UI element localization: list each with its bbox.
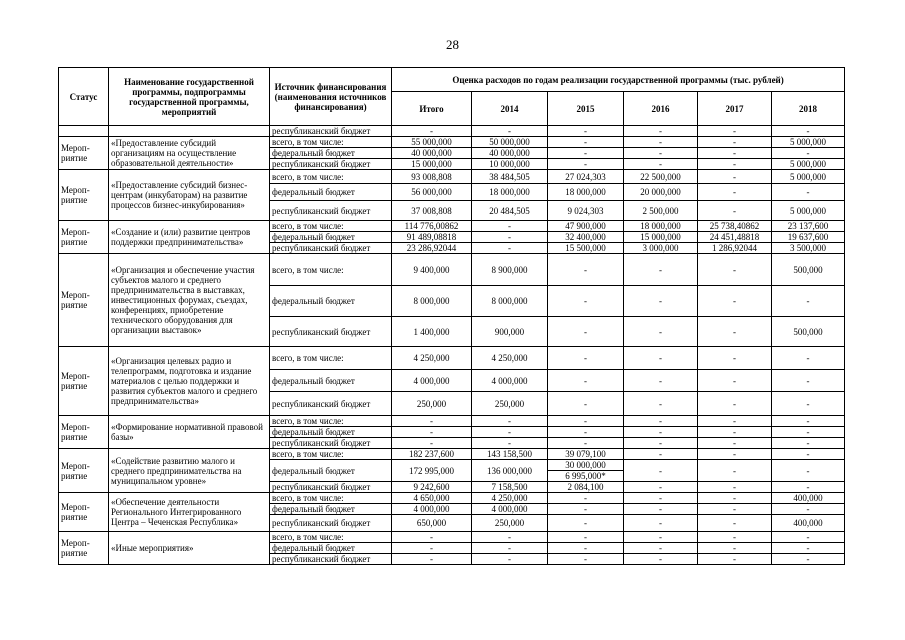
value-cell: - bbox=[772, 460, 845, 482]
value-cell: 19 637,600 bbox=[772, 232, 845, 243]
value-cell: - bbox=[548, 427, 624, 438]
value-cell: - bbox=[392, 416, 472, 427]
source-cell: федеральный бюджет bbox=[270, 232, 392, 243]
activity-name-cell: «Создание и (или) развитие центров поддержки предпринимательства» bbox=[109, 221, 270, 254]
source-cell: всего, в том числе: bbox=[270, 416, 392, 427]
value-cell: 8 900,000 bbox=[472, 254, 548, 286]
value-cell: - bbox=[698, 254, 772, 286]
value-cell: 250,000 bbox=[472, 515, 548, 532]
value-cell: - bbox=[698, 159, 772, 170]
value-cell: - bbox=[698, 170, 772, 184]
value-cell: 182 237,600 bbox=[392, 449, 472, 460]
value-cell: 40 000,000 bbox=[392, 148, 472, 159]
value-cell: - bbox=[472, 243, 548, 254]
value-cell: - bbox=[548, 532, 624, 543]
value-cell: - bbox=[698, 504, 772, 515]
value-cell: - bbox=[698, 532, 772, 543]
value-cell: - bbox=[624, 370, 698, 392]
value-cell: - bbox=[698, 317, 772, 347]
value-cell: - bbox=[772, 392, 845, 416]
status-cell: Мероп-риятие bbox=[59, 221, 109, 254]
value-cell: 250,000 bbox=[472, 392, 548, 416]
value-cell: - bbox=[698, 148, 772, 159]
value-cell: 37 008,808 bbox=[392, 201, 472, 221]
value-cell: - bbox=[548, 504, 624, 515]
value-cell: 50 000,000 bbox=[472, 137, 548, 148]
value-cell bbox=[548, 460, 624, 482]
source-cell: федеральный бюджет bbox=[270, 427, 392, 438]
value-cell: 15 500,000 bbox=[548, 243, 624, 254]
value-cell: - bbox=[772, 427, 845, 438]
status-cell: Мероп-риятие bbox=[59, 449, 109, 493]
source-cell: всего, в том числе: bbox=[270, 493, 392, 504]
value-cell: - bbox=[548, 438, 624, 449]
value-cell: - bbox=[698, 126, 772, 137]
value-cell: 5 000,000 bbox=[772, 137, 845, 148]
activity-name-cell: «Организация и обеспечение участия субъектов малого и среднего предпринимательства в выставках, инвестиционных форумах, съездах, конференциях, приобретение технического оборудования для организации выставок» bbox=[109, 254, 270, 347]
value-cell: - bbox=[772, 148, 845, 159]
value-cell: 23 286,92044 bbox=[392, 243, 472, 254]
value-cell: 1 400,000 bbox=[392, 317, 472, 347]
value-cell: 500,000 bbox=[772, 317, 845, 347]
table-row bbox=[59, 532, 845, 543]
value-cell: - bbox=[548, 416, 624, 427]
value-cell: - bbox=[548, 126, 624, 137]
value-cell: 24 451,48818 bbox=[698, 232, 772, 243]
value-cell: 55 000,000 bbox=[392, 137, 472, 148]
value-cell: - bbox=[772, 532, 845, 543]
source-cell: всего, в том числе: bbox=[270, 347, 392, 370]
activity-name-cell: «Предоставление субсидий организациям на осуществление образовательной деятельности» bbox=[109, 137, 270, 170]
value-cell: 650,000 bbox=[392, 515, 472, 532]
value-cell: - bbox=[772, 449, 845, 460]
value-cell: 9 024,303 bbox=[548, 201, 624, 221]
header-name: Наименование государственной программы, подпрограммы государственной программы, мероприятий bbox=[109, 68, 270, 126]
value-cell: - bbox=[548, 554, 624, 565]
value-cell: - bbox=[698, 427, 772, 438]
header-year: 2014 bbox=[472, 92, 548, 126]
value-cell: - bbox=[698, 515, 772, 532]
activity-name-cell: «Предоставление субсидий бизнес-центрам (инкубаторам) на развитие процессов бизнес-инкубирования» bbox=[109, 170, 270, 221]
source-cell: федеральный бюджет bbox=[270, 286, 392, 317]
header-estimate: Оценка расходов по годам реализации государственной программы (тыс. рублей) bbox=[392, 68, 845, 92]
table-row bbox=[59, 254, 845, 286]
status-cell: Мероп-риятие bbox=[59, 493, 109, 532]
value-cell: - bbox=[548, 254, 624, 286]
value-cell: - bbox=[624, 254, 698, 286]
value-cell: - bbox=[772, 416, 845, 427]
table-row bbox=[59, 137, 845, 148]
value-cell: - bbox=[472, 232, 548, 243]
value-cell: - bbox=[698, 201, 772, 221]
value-cell: - bbox=[472, 543, 548, 554]
value-cell: - bbox=[548, 515, 624, 532]
value-cell: - bbox=[392, 543, 472, 554]
value-cell: - bbox=[698, 286, 772, 317]
value-cell: - bbox=[772, 504, 845, 515]
value-cell: - bbox=[548, 286, 624, 317]
table-row bbox=[59, 493, 845, 504]
value-cell: 250,000 bbox=[392, 392, 472, 416]
table-row bbox=[59, 170, 845, 184]
value-cell: 4 250,000 bbox=[392, 347, 472, 370]
source-cell: республиканский бюджет bbox=[270, 392, 392, 416]
value-cell: - bbox=[548, 159, 624, 170]
status-cell: Мероп-риятие bbox=[59, 254, 109, 347]
value-cell: - bbox=[772, 554, 845, 565]
value-cell: 114 776,00862 bbox=[392, 221, 472, 232]
value-cell: 38 484,505 bbox=[472, 170, 548, 184]
value-cell: 40 000,000 bbox=[472, 148, 548, 159]
value-cell: 9 242,600 bbox=[392, 482, 472, 493]
value-cell: - bbox=[698, 460, 772, 482]
value-cell: - bbox=[698, 554, 772, 565]
budget-table bbox=[58, 67, 845, 565]
value-cell: - bbox=[548, 148, 624, 159]
value-cell: - bbox=[624, 416, 698, 427]
value-cell: - bbox=[772, 438, 845, 449]
source-cell: республиканский бюджет bbox=[270, 554, 392, 565]
value-cell: 3 500,000 bbox=[772, 243, 845, 254]
header-year: 2016 bbox=[624, 92, 698, 126]
source-cell: федеральный бюджет bbox=[270, 460, 392, 482]
value-cell: - bbox=[624, 159, 698, 170]
carry-over-row bbox=[59, 126, 845, 137]
value-cell: - bbox=[698, 482, 772, 493]
source-cell: республиканский бюджет bbox=[270, 126, 392, 137]
value-cell: 9 400,000 bbox=[392, 254, 472, 286]
source-cell: всего, в том числе: bbox=[270, 532, 392, 543]
value-cell: - bbox=[772, 126, 845, 137]
value-cell: 143 158,500 bbox=[472, 449, 548, 460]
header-status: Статус bbox=[59, 68, 109, 126]
source-cell: республиканский бюджет bbox=[270, 482, 392, 493]
value-cell: - bbox=[392, 554, 472, 565]
value-cell: - bbox=[624, 148, 698, 159]
status-cell: Мероп-риятие bbox=[59, 347, 109, 416]
value-cell: - bbox=[548, 317, 624, 347]
value-cell: - bbox=[472, 221, 548, 232]
value-cell: - bbox=[392, 438, 472, 449]
value-cell: 1 286,92044 bbox=[698, 243, 772, 254]
value-cell: 5 000,000 bbox=[772, 201, 845, 221]
value-cell: - bbox=[698, 543, 772, 554]
value-cell: 2 084,100 bbox=[548, 482, 624, 493]
source-cell: республиканский бюджет bbox=[270, 159, 392, 170]
header-year: 2018 bbox=[772, 92, 845, 126]
value-cell: 18 000,000 bbox=[472, 184, 548, 201]
value-cell: 23 137,600 bbox=[772, 221, 845, 232]
value-cell: - bbox=[772, 184, 845, 201]
value-cell: 56 000,000 bbox=[392, 184, 472, 201]
source-cell: республиканский бюджет bbox=[270, 515, 392, 532]
value-cell: 18 000,000 bbox=[548, 184, 624, 201]
value-cell: - bbox=[624, 460, 698, 482]
source-cell: республиканский бюджет bbox=[270, 317, 392, 347]
value-cell: 172 995,000 bbox=[392, 460, 472, 482]
value-cell: - bbox=[548, 347, 624, 370]
value-cell: 400,000 bbox=[772, 493, 845, 504]
status-cell: Мероп-риятие bbox=[59, 137, 109, 170]
source-cell: всего, в том числе: bbox=[270, 170, 392, 184]
value-cell: 5 000,000 bbox=[772, 170, 845, 184]
table-row bbox=[59, 221, 845, 232]
status-cell: Мероп-риятие bbox=[59, 170, 109, 221]
value-cell: 500,000 bbox=[772, 254, 845, 286]
value-cell: 136 000,000 bbox=[472, 460, 548, 482]
value-cell: - bbox=[624, 543, 698, 554]
value-cell: 27 024,303 bbox=[548, 170, 624, 184]
value-cell: - bbox=[698, 370, 772, 392]
split-value: 6 995,000* bbox=[548, 470, 623, 481]
value-cell: - bbox=[392, 532, 472, 543]
value-cell: - bbox=[698, 493, 772, 504]
value-cell: - bbox=[548, 370, 624, 392]
value-cell: - bbox=[392, 427, 472, 438]
value-cell: 39 079,100 bbox=[548, 449, 624, 460]
header-source: Источник финансирования (наименования источников финансирования) bbox=[270, 68, 392, 126]
value-cell: 7 158,500 bbox=[472, 482, 548, 493]
value-cell: - bbox=[548, 543, 624, 554]
value-cell: 4 250,000 bbox=[472, 347, 548, 370]
activity-name-cell: «Обеспечение деятельности Регионального Интегрированного Центра – Чеченская Республика» bbox=[109, 493, 270, 532]
value-cell: - bbox=[548, 493, 624, 504]
source-cell: всего, в том числе: bbox=[270, 254, 392, 286]
value-cell: - bbox=[624, 347, 698, 370]
value-cell: - bbox=[772, 543, 845, 554]
value-cell: - bbox=[392, 126, 472, 137]
value-cell: - bbox=[624, 427, 698, 438]
status-cell: Мероп-риятие bbox=[59, 532, 109, 565]
value-cell: 2 500,000 bbox=[624, 201, 698, 221]
table-row bbox=[59, 449, 845, 460]
value-cell: - bbox=[698, 184, 772, 201]
value-cell: - bbox=[624, 317, 698, 347]
value-cell: 25 738,40862 bbox=[698, 221, 772, 232]
activity-name-cell: «Организация целевых радио и телепрограмм, подготовка и издание материалов с целью поддержки и развития субъектов малого и среднего предпринимательства» bbox=[109, 347, 270, 416]
value-cell: 15 000,000 bbox=[624, 232, 698, 243]
source-cell: федеральный бюджет bbox=[270, 504, 392, 515]
value-cell: - bbox=[698, 438, 772, 449]
split-value: 30 000,000 bbox=[565, 460, 606, 470]
value-cell: 20 000,000 bbox=[624, 184, 698, 201]
value-cell: 93 008,808 bbox=[392, 170, 472, 184]
value-cell: 900,000 bbox=[472, 317, 548, 347]
value-cell: - bbox=[624, 482, 698, 493]
value-cell: - bbox=[698, 347, 772, 370]
value-cell: 91 489,08818 bbox=[392, 232, 472, 243]
value-cell: - bbox=[772, 482, 845, 493]
value-cell: 4 000,000 bbox=[472, 504, 548, 515]
status-cell: Мероп-риятие bbox=[59, 416, 109, 449]
value-cell: - bbox=[624, 286, 698, 317]
source-cell: республиканский бюджет bbox=[270, 243, 392, 254]
value-cell: 18 000,000 bbox=[624, 221, 698, 232]
source-cell: федеральный бюджет bbox=[270, 184, 392, 201]
value-cell: 400,000 bbox=[772, 515, 845, 532]
source-cell: федеральный бюджет bbox=[270, 543, 392, 554]
value-cell: 8 000,000 bbox=[472, 286, 548, 317]
table-row bbox=[59, 416, 845, 427]
value-cell: - bbox=[698, 137, 772, 148]
value-cell: - bbox=[548, 392, 624, 416]
page-number: 28 bbox=[446, 37, 459, 52]
value-cell: 4 250,000 bbox=[472, 493, 548, 504]
value-cell: - bbox=[472, 427, 548, 438]
value-cell: - bbox=[624, 438, 698, 449]
value-cell: - bbox=[624, 126, 698, 137]
value-cell: - bbox=[698, 449, 772, 460]
header-year: 2015 bbox=[548, 92, 624, 126]
value-cell: - bbox=[472, 126, 548, 137]
value-cell: - bbox=[624, 554, 698, 565]
value-cell: 32 400,000 bbox=[548, 232, 624, 243]
activity-name-cell: «Содействие развитию малого и среднего предпринимательства на муниципальном уровне» bbox=[109, 449, 270, 493]
value-cell: 8 000,000 bbox=[392, 286, 472, 317]
value-cell: - bbox=[548, 137, 624, 148]
value-cell: - bbox=[624, 449, 698, 460]
value-cell: 4 000,000 bbox=[392, 370, 472, 392]
source-cell: республиканский бюджет bbox=[270, 438, 392, 449]
value-cell: 4 000,000 bbox=[392, 504, 472, 515]
value-cell: 4 650,000 bbox=[392, 493, 472, 504]
source-cell: республиканский бюджет bbox=[270, 201, 392, 221]
value-cell: - bbox=[624, 137, 698, 148]
source-cell: всего, в том числе: bbox=[270, 221, 392, 232]
value-cell: - bbox=[624, 493, 698, 504]
source-cell: всего, в том числе: bbox=[270, 449, 392, 460]
value-cell: - bbox=[624, 504, 698, 515]
value-cell: - bbox=[772, 347, 845, 370]
value-cell: 4 000,000 bbox=[472, 370, 548, 392]
activity-name-cell: «Иные мероприятия» bbox=[109, 532, 270, 565]
table-row bbox=[59, 347, 845, 370]
value-cell: 22 500,000 bbox=[624, 170, 698, 184]
value-cell: - bbox=[472, 554, 548, 565]
value-cell: 3 000,000 bbox=[624, 243, 698, 254]
value-cell: 5 000,000 bbox=[772, 159, 845, 170]
value-cell: - bbox=[698, 392, 772, 416]
value-cell: 47 900,000 bbox=[548, 221, 624, 232]
value-cell: - bbox=[472, 416, 548, 427]
value-cell: - bbox=[624, 392, 698, 416]
activity-name-cell: «Формирование нормативной правовой базы» bbox=[109, 416, 270, 449]
source-cell: федеральный бюджет bbox=[270, 148, 392, 159]
value-cell: 10 000,000 bbox=[472, 159, 548, 170]
value-cell: - bbox=[472, 438, 548, 449]
value-cell: - bbox=[624, 532, 698, 543]
source-cell: федеральный бюджет bbox=[270, 370, 392, 392]
value-cell: - bbox=[472, 532, 548, 543]
value-cell: - bbox=[698, 416, 772, 427]
value-cell: - bbox=[624, 515, 698, 532]
header-year: 2017 bbox=[698, 92, 772, 126]
header-total: Итого bbox=[392, 92, 472, 126]
source-cell: всего, в том числе: bbox=[270, 137, 392, 148]
value-cell: - bbox=[772, 370, 845, 392]
value-cell: 15 000,000 bbox=[392, 159, 472, 170]
value-cell: 20 484,505 bbox=[472, 201, 548, 221]
value-cell: - bbox=[772, 286, 845, 317]
